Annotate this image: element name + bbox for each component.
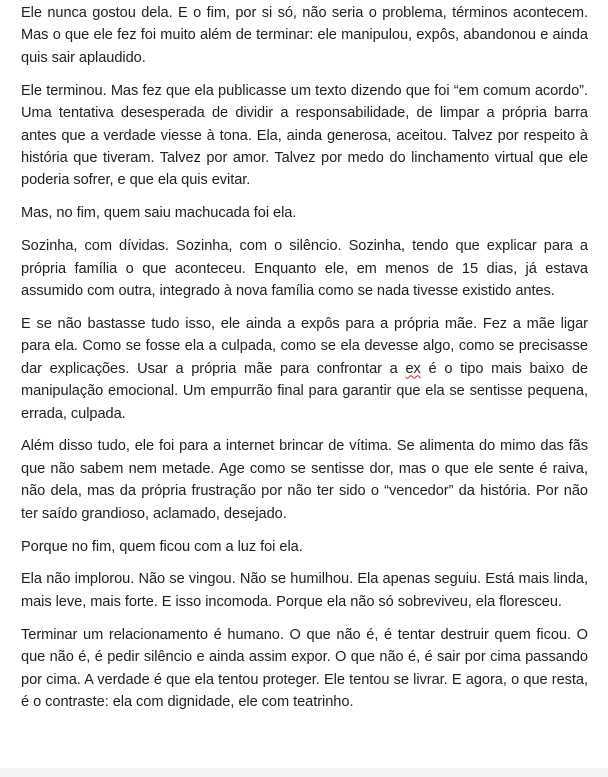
- paragraph: Ele nunca gostou dela. E o fim, por si só, não seria o problema, términos acontecem. Mas o que ele fez foi muito além de terminar: ele manipulou, expôs, abandonou e ainda quis sair aplaudido.: [21, 5, 588, 66]
- paragraph: Sozinha, com dívidas. Sozinha, com o silêncio. Sozinha, tendo que explicar para a própria família o que aconteceu. Enquanto ele, em menos de 15 dias, já estava assumido com outra, integrado à nova família como se nada tivesse existido antes.: [21, 238, 588, 299]
- paragraph-text: E se não bastasse tudo isso, ele ainda a expôs para a própria mãe. Fez a mãe ligar para ela. Como se fosse ela a culpada, como se ela devesse algo, como se precisasse dar explicações. Usar a própria mãe para confrontar a: [21, 315, 588, 377]
- paragraph: Mas, no fim, quem saiu machucada foi ela.: [21, 205, 297, 222]
- paragraph: Além disso tudo, ele foi para a internet brincar de vítima. Se alimenta do mimo das fãs que não sabem nem metade. Age como se sentisse dor, mas o que ele sente é raiva, não dela, mas da própria frustração por não ter sido o “vencedor” da história. Por não ter saído grandioso, aclamado, desejado.: [21, 438, 588, 522]
- paragraph: Ela não implorou. Não se vingou. Não se humilhou. Ela apenas seguiu. Está mais linda, mais leve, mais forte. E isso incomoda. Porque ela não só sobreviveu, ela floresceu.: [21, 571, 588, 610]
- paragraph: Porque no fim, quem ficou com a luz foi ela.: [21, 538, 303, 555]
- spellcheck-flagged-word[interactable]: ex: [405, 360, 421, 377]
- paragraph: [21, 313, 588, 425]
- paragraph: Terminar um relacionamento é humano. O que não é, é tentar destruir quem ficou. O que não é, é pedir silêncio e ainda assim expor. O que não é, é sair por cima passando por cima. A verdade é que ela tentou proteger. Ele tentou se livrar. E agora, o que resta, é o contraste: ela com dignidade, ele com teatrinho.: [21, 626, 588, 710]
- paragraph-text: é o tipo mais baixo de manipulação emocional. Um empurrão final para garantir que ela se sentisse pequena, errada, culpada.: [21, 360, 588, 422]
- paragraph: Ele terminou. Mas fez que ela publicasse um texto dizendo que foi “em comum acordo”. Uma tentativa desesperada de dividir a responsabilidade, de limpar a própria barra antes que a verdade viesse à tona. Ela, ainda generosa, aceitou. Talvez por respeito à história que tiveram. Talvez por amor. Talvez por medo do linchamento virtual que ele poderia sofrer, e que ela quis evitar.: [21, 82, 588, 189]
